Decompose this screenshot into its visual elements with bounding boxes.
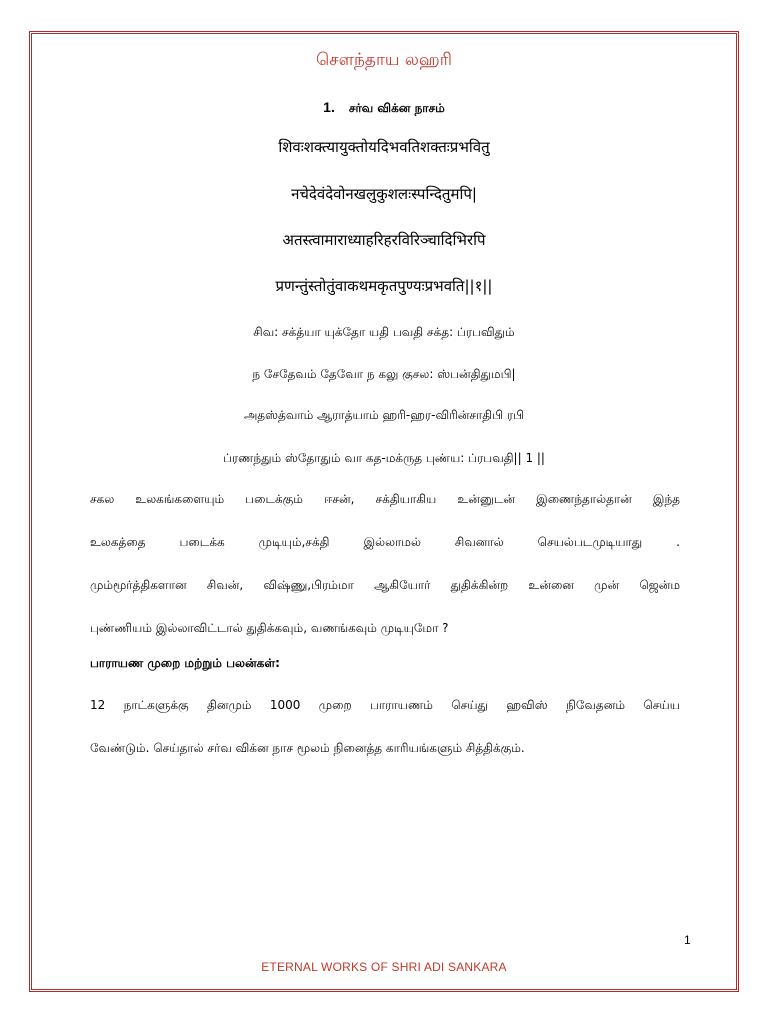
transliteration-line-3: அதஸ்த்வாம் ஆராத்யாம் ஹரி-ஹர-விரின்சாதிபி ரபி [243,408,525,422]
transliteration-line-1: சிவ: சக்த்யா யுக்தோ யதி பவதி சக்த: ப்ரபவிதும் [253,325,515,339]
meaning-line-4: புண்ணியம் இல்லாவிட்டால் துதிக்கவும், வணங்கவும் முடியுமோ ? [90,621,449,635]
transliteration-line-4: ப்ரணந்தும் ஸ்தோதும் வா கத-மக்ருத புண்ய: ப்ரபவதி|| 1 || [223,451,545,465]
transliteration-line-2: ந சேதேவம் தேவோ ந கலு குசல: ஸ்பன்திதுமபி| [252,367,516,381]
meaning-line-3: மும்மூர்த்திகளான சிவன், விஷ்ணு,பிரம்மா ஆகியோர் துதிக்கின்ற உன்னை முன் ஜென்ம [90,578,680,592]
instruction-line-1: 12 நாட்களுக்கு தினமும் 1000 முறை பாராயணம் செய்து ஹவிஸ் நிவேதனம் செய்ய [90,698,680,712]
meaning-line-1: சகல உலகங்களையும் படைக்கும் ஈசன், சக்தியாகிய உன்னுடன் இணைந்தால்தான் இந்த [90,492,680,506]
sanskrit-verse-line-4: प्रणन्तुंस्तोतुंवाकथमकृतपुण्यःप्रभवति||१|| [275,277,493,295]
meaning-line-2: உலகத்தை படைக்க முடியும்,சக்தி இல்லாமல் சிவனால் செயல்படமுடியாது . [90,535,680,549]
sanskrit-verse-line-2: नचेदेवंदेवोनखलुकुशलःस्पन्दितुमपि| [291,185,477,203]
section-heading [0,99,768,117]
sanskrit-verse-line-1: शिवःशक्त्यायुक्तोयदिभवतिशक्तःप्रभवितु [278,138,490,156]
sanskrit-verse-line-3: अतस्त्वामाराध्याहरिहरविरिञ्चादिभिरपि [282,231,486,249]
page-number: 1 [684,933,691,947]
section-title: சர்வ விக்ன நாசம் [348,101,445,115]
footer-text: ETERNAL WORKS OF SHRI ADI SANKARA [261,960,507,974]
meaning-paragraph [90,478,680,650]
instruction-line-2: வேண்டும். செய்தால் சர்வ விக்ன நாச மூலம் நினைத்த காரியங்களும் சித்திக்கும். [90,741,525,755]
section-number: 1. [323,99,335,115]
instruction-paragraph [90,684,680,770]
parayana-subheading: பாராயண முறை மற்றும் பலன்கள்: [90,656,280,670]
page-title: சௌந்தாய லஹரி [315,50,452,70]
